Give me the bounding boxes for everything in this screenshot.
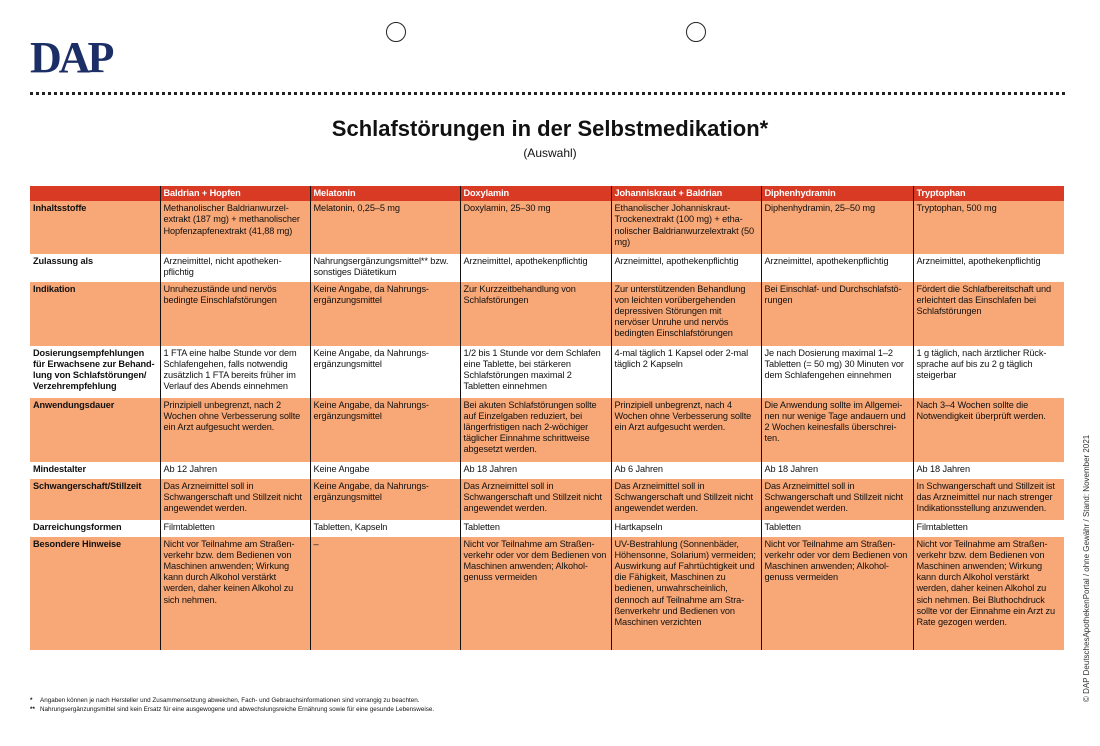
header-cell [30,186,160,201]
table-cell: Arzneimittel, apothekenpflichtig [460,254,611,281]
row-label: Darreichungsformen [30,520,160,537]
table-cell: Filmtabletten [913,520,1064,537]
table-cell: Hartkapseln [611,520,761,537]
table-cell: Ab 18 Jahren [761,462,913,479]
table-cell: Arzneimittel, apothekenpflichtig [913,254,1064,281]
table-cell: Bei Einschlaf- und Durchschlafstö-rungen [761,282,913,346]
table-cell: Tryptophan, 500 mg [913,201,1064,254]
table-cell: Methanolischer Baldrianwurzel-extrakt (187 mg) + methanolischer Hopfenzapfenextrakt (41,88 mg) [160,201,310,254]
row-label: Indikation [30,282,160,346]
header-cell: Johanniskraut + Baldrian [611,186,761,201]
table-cell: Keine Angabe, da Nahrungs-ergänzungsmittel [310,479,460,520]
row-label: Schwangerschaft/Stillzeit [30,479,160,520]
footnote [30,696,434,705]
dotted-divider [30,92,1065,95]
table-cell: Nach 3–4 Wochen sollte die Notwendigkeit überprüft werden. [913,398,1064,462]
table-cell: Die Anwendung sollte im Allgemei-nen nur wenige Tage andauern und 2 Wochen keinesfalls überschrei-ten. [761,398,913,462]
table-cell: Ethanolischer Johanniskraut-Trockenextrakt (100 mg) + etha-nolischer Baldrianwurzelextrakt (50 mg) [611,201,761,254]
comparison-table [30,186,1064,650]
table-cell: Keine Angabe, da Nahrungs-ergänzungsmittel [310,398,460,462]
table-cell: Filmtabletten [160,520,310,537]
table-cell: Ab 12 Jahren [160,462,310,479]
table-cell: Ab 18 Jahren [460,462,611,479]
row-label: Inhaltsstoffe [30,201,160,254]
punch-hole-icon [686,22,706,42]
copyright-note: © DAP DeutschesApothekenPortal / ohne Gewähr / Stand: November 2021 [1082,434,1091,702]
table-row [30,346,1064,398]
punch-hole-icon [386,22,406,42]
table-cell: Bei akuten Schlafstörungen sollte auf Einzelgaben reduziert, bei längerfristigen nach 2-wöchiger täglicher Einnahme schrittweise abgesetzt werden. [460,398,611,462]
table-cell: Prinzipiell unbegrenzt, nach 4 Wochen ohne Verbesserung sollte ein Arzt aufgesucht werden. [611,398,761,462]
table-row [30,282,1064,346]
table-cell: Melatonin, 0,25–5 mg [310,201,460,254]
table-row [30,201,1064,254]
table-row [30,254,1064,281]
table-cell: Keine Angabe [310,462,460,479]
row-label: Dosierungsempfehlungen für Erwachsene zur Behand-lung von Schlafstörungen/ Verzehrempfehlung [30,346,160,398]
table-cell: Tabletten [460,520,611,537]
table-cell: Ab 18 Jahren [913,462,1064,479]
table-cell: 1/2 bis 1 Stunde vor dem Schlafen eine Tablette, bei stärkeren Schlafstörungen maximal 2 Tabletten einnehmen [460,346,611,398]
table-header-row [30,186,1064,201]
row-label: Zulassung als [30,254,160,281]
header-cell: Melatonin [310,186,460,201]
footnote-mark: * [30,697,33,704]
page-subtitle: (Auswahl) [523,146,577,160]
table-cell: Nahrungsergänzungsmittel** bzw. sonstiges Diätetikum [310,254,460,281]
row-label: Besondere Hinweise [30,537,160,650]
table-cell: Arzneimittel, apothekenpflichtig [611,254,761,281]
footnote-mark: ** [30,706,35,713]
table-cell: Je nach Dosierung maximal 1–2 Tabletten (= 50 mg) 30 Minuten vor dem Schlafengehen einnehmen [761,346,913,398]
table-cell: Tabletten, Kapseln [310,520,460,537]
table-cell: Nicht vor Teilnahme am Straßen-verkehr bzw. dem Bedienen von Maschinen anwenden; Wirkung kann durch Alkohol verstärkt werden, daher keinen Alkohol zu sich nehmen. Bei Bluthochdruck sollte vor der Einnahme ein Arzt zu Rate gezogen werden. [913,537,1064,650]
table-cell: Unruhezustände und nervös bedingte Einschlafstörungen [160,282,310,346]
header-cell: Baldrian + Hopfen [160,186,310,201]
table-row [30,520,1064,537]
table-cell: Nicht vor Teilnahme am Straßen-verkehr bzw. dem Bedienen von Maschinen anwenden; Wirkung kann durch Alkohol verstärkt werden, daher keinen Alkohol zu sich nehmen. [160,537,310,650]
dap-logo: DAP [30,33,112,82]
footnote [30,705,434,714]
table-cell: 4-mal täglich 1 Kapsel oder 2-mal täglich 2 Kapseln [611,346,761,398]
table-cell: – [310,537,460,650]
header-cell: Diphenhydramin [761,186,913,201]
table-cell: Das Arzneimittel soll in Schwangerschaft und Stillzeit nicht angewendet werden. [160,479,310,520]
table-row [30,537,1064,650]
table-cell: 1 FTA eine halbe Stunde vor dem Schlafengehen, falls notwendig zusätzlich 1 FTA bereits früher im Verlauf des Abends einnehmen [160,346,310,398]
table-row [30,462,1064,479]
table-cell: Keine Angabe, da Nahrungs-ergänzungsmittel [310,346,460,398]
table-cell: Arzneimittel, apothekenpflichtig [761,254,913,281]
table-cell: In Schwangerschaft und Stillzeit ist das Arzneimittel nur nach strenger Indikationsstellung anzuwenden. [913,479,1064,520]
table-cell: Keine Angabe, da Nahrungs-ergänzungsmittel [310,282,460,346]
table-cell: Arzneimittel, nicht apotheken-pflichtig [160,254,310,281]
footnote-text: Nahrungsergänzungsmittel sind kein Ersatz für eine ausgewogene und abwechslungsreiche Ernährung sowie für eine gesunde Lebensweise. [40,706,435,713]
table-cell: UV-Bestrahlung (Sonnenbäder, Höhensonne, Solarium) vermeiden; Auswirkung auf Fahrtüchtigkeit und die Fähigkeit, Maschinen zu bedienen, unwahrscheinlich, dennoch auf Teilnahme am Stra-ßenverkehr und Bedienen von Maschinen verzichten [611,537,761,650]
table-cell: Nicht vor Teilnahme am Straßen-verkehr oder vor dem Bedienen von Maschinen anwenden; Alkohol-genuss vermeiden [761,537,913,650]
row-label: Anwendungsdauer [30,398,160,462]
row-label: Mindestalter [30,462,160,479]
table-cell: Das Arzneimittel soll in Schwangerschaft und Stillzeit nicht angewendet werden. [611,479,761,520]
table-cell: Prinzipiell unbegrenzt, nach 2 Wochen ohne Verbesserung sollte ein Arzt aufgesucht werden. [160,398,310,462]
table-cell: Ab 6 Jahren [611,462,761,479]
table-cell: Zur Kurzzeitbehandlung von Schlafstörungen [460,282,611,346]
header-cell: Tryptophan [913,186,1064,201]
table-cell: Das Arzneimittel soll in Schwangerschaft und Stillzeit nicht angewendet werden. [460,479,611,520]
table-row [30,479,1064,520]
table-cell: Zur unterstützenden Behandlung von leichten vorübergehenden depressiven Störungen mit nervöser Unruhe und nervös bedingten Einschlafstörungen [611,282,761,346]
table-cell: Fördert die Schlafbereitschaft und erleichtert das Einschlafen bei Schlafstörungen [913,282,1064,346]
table-cell: Nicht vor Teilnahme am Straßen-verkehr oder vor dem Bedienen von Maschinen anwenden; Alkohol-genuss vermeiden [460,537,611,650]
table-row [30,398,1064,462]
table-cell: Diphenhydramin, 25–50 mg [761,201,913,254]
footnote-text: Angaben können je nach Hersteller und Zusammensetzung abweichen, Fach- und Gebrauchsinformationen sind vorrangig zu beachten. [40,697,420,704]
table-cell: Das Arzneimittel soll in Schwangerschaft und Stillzeit nicht angewendet werden. [761,479,913,520]
footnotes [30,696,434,714]
table-cell: Doxylamin, 25–30 mg [460,201,611,254]
table-cell: 1 g täglich, nach ärztlicher Rück-sprache auf bis zu 2 g täglich steigerbar [913,346,1064,398]
table-cell: Tabletten [761,520,913,537]
page-title: Schlafstörungen in der Selbstmedikation* [331,116,769,141]
header-cell: Doxylamin [460,186,611,201]
